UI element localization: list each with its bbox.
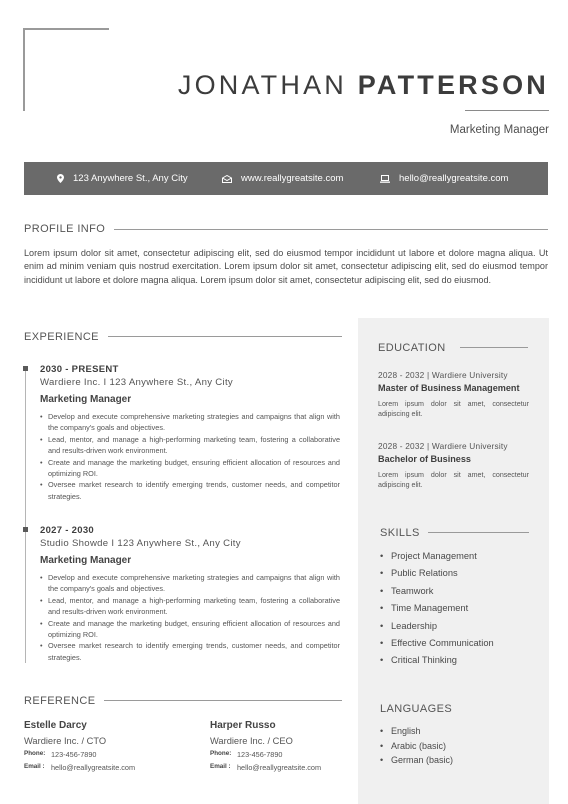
education-dates: 2028 - 2032 | Wardiere University <box>378 441 508 451</box>
job-bullet-list <box>40 572 340 663</box>
envelope-icon <box>222 175 232 183</box>
reference-company: Wardiere Inc. / CEO <box>210 736 293 746</box>
phone-label: Phone: <box>210 750 232 757</box>
address-text: 123 Anywhere St., Any City <box>73 173 188 184</box>
job-company: Wardiere Inc. I 123 Anywhere St., Any City <box>40 377 234 388</box>
skill-item: • Effective Communication <box>380 638 494 655</box>
phone-label: Phone: <box>24 750 46 757</box>
email-label: Email : <box>24 763 45 770</box>
language-item: • Arabic (basic) <box>380 741 453 756</box>
skill-item: • Leadership <box>380 621 494 638</box>
languages-list <box>380 726 453 770</box>
corner-decoration-vertical <box>23 28 25 111</box>
language-item: • German (basic) <box>380 755 453 770</box>
reference-divider <box>104 700 342 701</box>
resume-name <box>178 70 549 101</box>
reference-name: Estelle Darcy <box>24 720 87 731</box>
reference-heading: REFERENCE <box>24 695 96 707</box>
skill-item: • Critical Thinking <box>380 655 494 672</box>
email-label: Email : <box>210 763 231 770</box>
reference-phone <box>24 750 184 759</box>
profile-heading: PROFILE INFO <box>24 223 106 235</box>
contact-email[interactable] <box>380 162 508 195</box>
skill-item: • Time Management <box>380 603 494 620</box>
reference-email <box>210 763 370 772</box>
email-value[interactable]: hello@reallygreatsite.com <box>237 763 322 772</box>
contact-bar <box>24 162 548 195</box>
profile-text: Lorem ipsum dolor sit amet, consectetur adipiscing elit, sed do eiusmod tempor incididunt ut labore et dolore magna aliqua. Ut enim ad minim veniam quis nostrud exercitation. Lorem ipsum dolor sit amet, consectetur adipiscing elit, sed do eiusmod tempor incididunt ut labore et dolore magna aliqua. Lorem ipsum dolor sit amet, consectetur adipiscing elit, sed do eiusmod. <box>24 248 548 285</box>
job-bullet: • Lead, mentor, and manage a high-performing marketing team, fostering a collaborative and results-driven work environment. <box>40 595 340 618</box>
website-text: www.reallygreatsite.com <box>241 173 344 184</box>
experience-entry <box>40 364 340 502</box>
skills-divider <box>428 532 529 533</box>
job-bullet-list <box>40 411 340 502</box>
corner-decoration-horizontal <box>23 28 109 30</box>
job-bullet: • Develop and execute comprehensive marketing strategies and campaigns that align with the company's goals and objectives. <box>40 411 340 434</box>
reference-phone <box>210 750 370 759</box>
job-role: Marketing Manager <box>40 394 132 405</box>
education-divider <box>460 347 528 348</box>
job-bullet: • Develop and execute comprehensive marketing strategies and campaigns that align with the company's goals and objectives. <box>40 572 340 595</box>
education-heading: EDUCATION <box>378 342 446 354</box>
skill-item: • Teamwork <box>380 586 494 603</box>
laptop-icon <box>380 175 390 183</box>
job-company: Studio Showde I 123 Anywhere St., Any City <box>40 538 241 549</box>
profile-divider <box>114 229 548 230</box>
job-dates: 2027 - 2030 <box>40 525 95 536</box>
experience-timeline <box>25 370 26 663</box>
skill-item: • Project Management <box>380 551 494 568</box>
job-bullet: • Create and manage the marketing budget, ensuring efficient allocation of resources and optimizing ROI. <box>40 618 340 641</box>
education-entry <box>378 441 529 491</box>
education-degree: Master of Business Management <box>378 383 520 393</box>
education-entry <box>378 370 529 420</box>
language-item: • English <box>380 726 453 741</box>
education-dates: 2028 - 2032 | Wardiere University <box>378 370 508 380</box>
job-bullet: • Oversee market research to identify emerging trends, customer needs, and competitor strategies. <box>40 640 340 663</box>
timeline-marker <box>23 366 28 371</box>
education-description: Lorem ipsum dolor sit amet, consectetur adipiscing elit. <box>378 471 529 489</box>
location-pin-icon <box>57 174 64 183</box>
job-role: Marketing Manager <box>40 555 132 566</box>
job-bullet: • Lead, mentor, and manage a high-performing marketing team, fostering a collaborative and results-driven work environment. <box>40 434 340 457</box>
reference-card <box>24 720 184 772</box>
skill-item: • Public Relations <box>380 568 494 585</box>
phone-value: 123-456-7890 <box>51 750 97 759</box>
job-title: Marketing Manager <box>449 124 549 136</box>
contact-website[interactable] <box>222 162 343 195</box>
job-dates: 2030 - PRESENT <box>40 364 119 375</box>
skills-heading: SKILLS <box>380 527 420 539</box>
reference-email <box>24 763 184 772</box>
last-name: PATTERSON <box>357 70 549 100</box>
phone-value: 123-456-7890 <box>237 750 283 759</box>
languages-heading: LANGUAGES <box>380 703 453 715</box>
experience-divider <box>108 336 342 337</box>
reference-company: Wardiere Inc. / CTO <box>24 736 107 746</box>
education-description: Lorem ipsum dolor sit amet, consectetur adipiscing elit. <box>378 400 529 418</box>
name-divider <box>465 110 549 111</box>
job-bullet: • Oversee market research to identify emerging trends, customer needs, and competitor strategies. <box>40 479 340 502</box>
timeline-marker <box>23 527 28 532</box>
experience-entry <box>40 525 340 663</box>
education-degree: Bachelor of Business <box>378 454 471 464</box>
experience-heading: EXPERIENCE <box>24 331 99 343</box>
reference-card <box>210 720 370 772</box>
email-value[interactable]: hello@reallygreatsite.com <box>51 763 136 772</box>
first-name: JONATHAN <box>177 70 347 100</box>
job-bullet: • Create and manage the marketing budget, ensuring efficient allocation of resources and optimizing ROI. <box>40 457 340 480</box>
reference-name: Harper Russo <box>210 720 276 731</box>
skills-list <box>380 551 494 673</box>
email-text: hello@reallygreatsite.com <box>399 173 509 184</box>
contact-address <box>57 162 188 195</box>
